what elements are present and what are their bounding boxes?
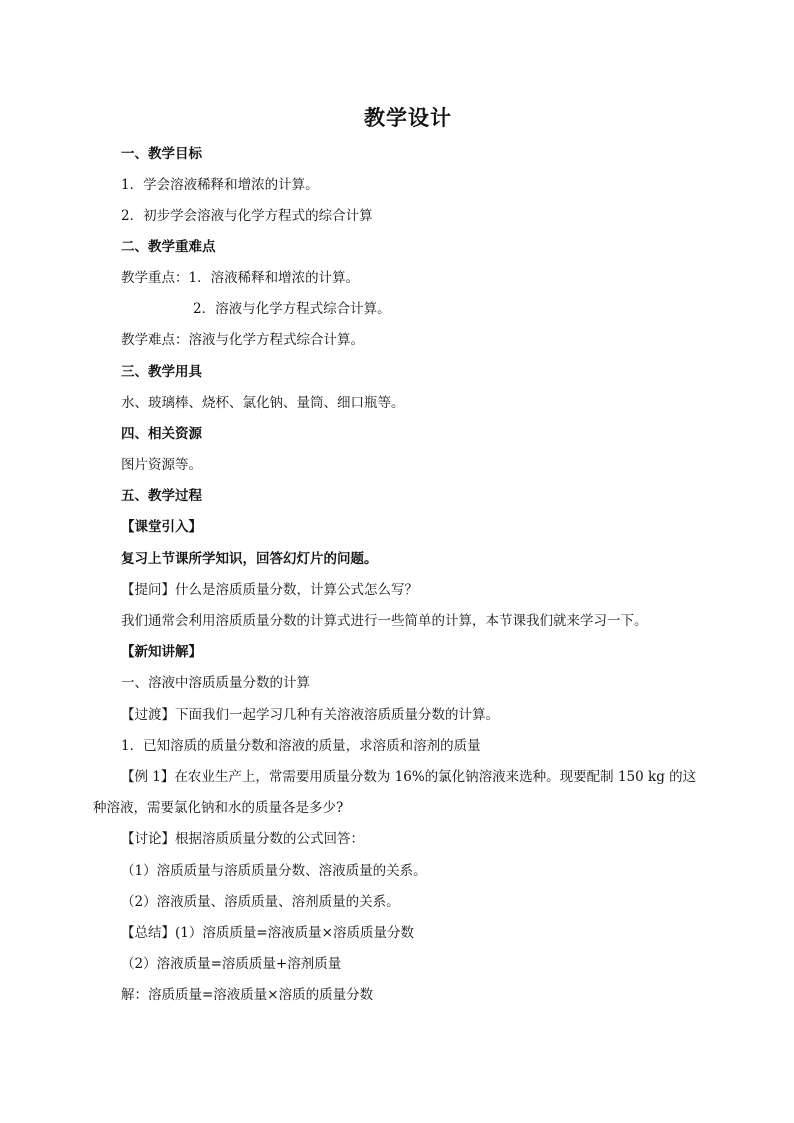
difficulty-point: 教学难点：溶液与化学方程式综合计算。 <box>121 332 364 348</box>
example-line-1: 【例 1】在农业生产上，常需要用质量分数为 16%的氯化钠溶液来选种。现要配制 150 kg 的这 <box>121 769 697 785</box>
summary-item-2: （2）溶液质量=溶质质量+溶剂质量 <box>121 956 342 972</box>
key-difficulty-heading: 二、教学重难点 <box>121 239 216 255</box>
intro-tag: 【课堂引入】 <box>121 519 202 535</box>
solution-text: 解：溶质质量=溶液质量×溶质的质量分数 <box>121 987 374 1003</box>
objectives-heading: 一、教学目标 <box>121 146 202 162</box>
calculation-heading: 一、溶液中溶质质量分数的计算 <box>121 675 310 691</box>
resources-heading: 四、相关资源 <box>121 426 202 442</box>
resources-text: 图片资源等。 <box>121 457 202 473</box>
key-point-1: 教学重点：1．溶液稀释和增浓的计算。 <box>121 270 360 286</box>
key-point-2: 2．溶液与化学方程式综合计算。 <box>193 301 391 317</box>
discussion-item-2: （2）溶液质量、溶质质量、溶剂质量的关系。 <box>121 894 400 910</box>
example-line-2: 种溶液，需要氯化钠和水的质量各是多少? <box>93 800 344 816</box>
case-1-heading: 1．已知溶质的质量分数和溶液的质量，求溶质和溶剂的质量 <box>121 738 481 754</box>
discussion-item-1: （1）溶质质量与溶质质量分数、溶液质量的关系。 <box>121 863 427 879</box>
question-text: 【提问】什么是溶质质量分数，计算公式怎么写？ <box>121 582 418 598</box>
objective-item-2: 2．初步学会溶液与化学方程式的综合计算 <box>121 208 373 224</box>
tools-heading: 三、教学用具 <box>121 364 202 380</box>
objective-item-1: 1．学会溶液稀释和增浓的计算。 <box>121 177 319 193</box>
intro-text: 复习上节课所学知识，回答幻灯片的问题。 <box>121 551 378 567</box>
process-heading: 五、教学过程 <box>121 488 202 504</box>
new-knowledge-tag: 【新知讲解】 <box>121 644 202 660</box>
document-title: 教学设计 <box>364 105 452 130</box>
summary-item-1: 【总结】(1）溶质质量=溶液质量×溶质质量分数 <box>121 925 414 941</box>
intro-paragraph: 我们通常会利用溶质质量分数的计算式进行一些简单的计算，本节课我们就来学习一下。 <box>121 613 648 629</box>
tools-text: 水、玻璃棒、烧杯、氯化钠、量筒、细口瓶等。 <box>121 395 405 411</box>
transition-text: 【过渡】下面我们一起学习几种有关溶液溶质质量分数的计算。 <box>121 707 499 723</box>
discussion-text: 【讨论】根据溶质质量分数的公式回答： <box>121 831 364 847</box>
